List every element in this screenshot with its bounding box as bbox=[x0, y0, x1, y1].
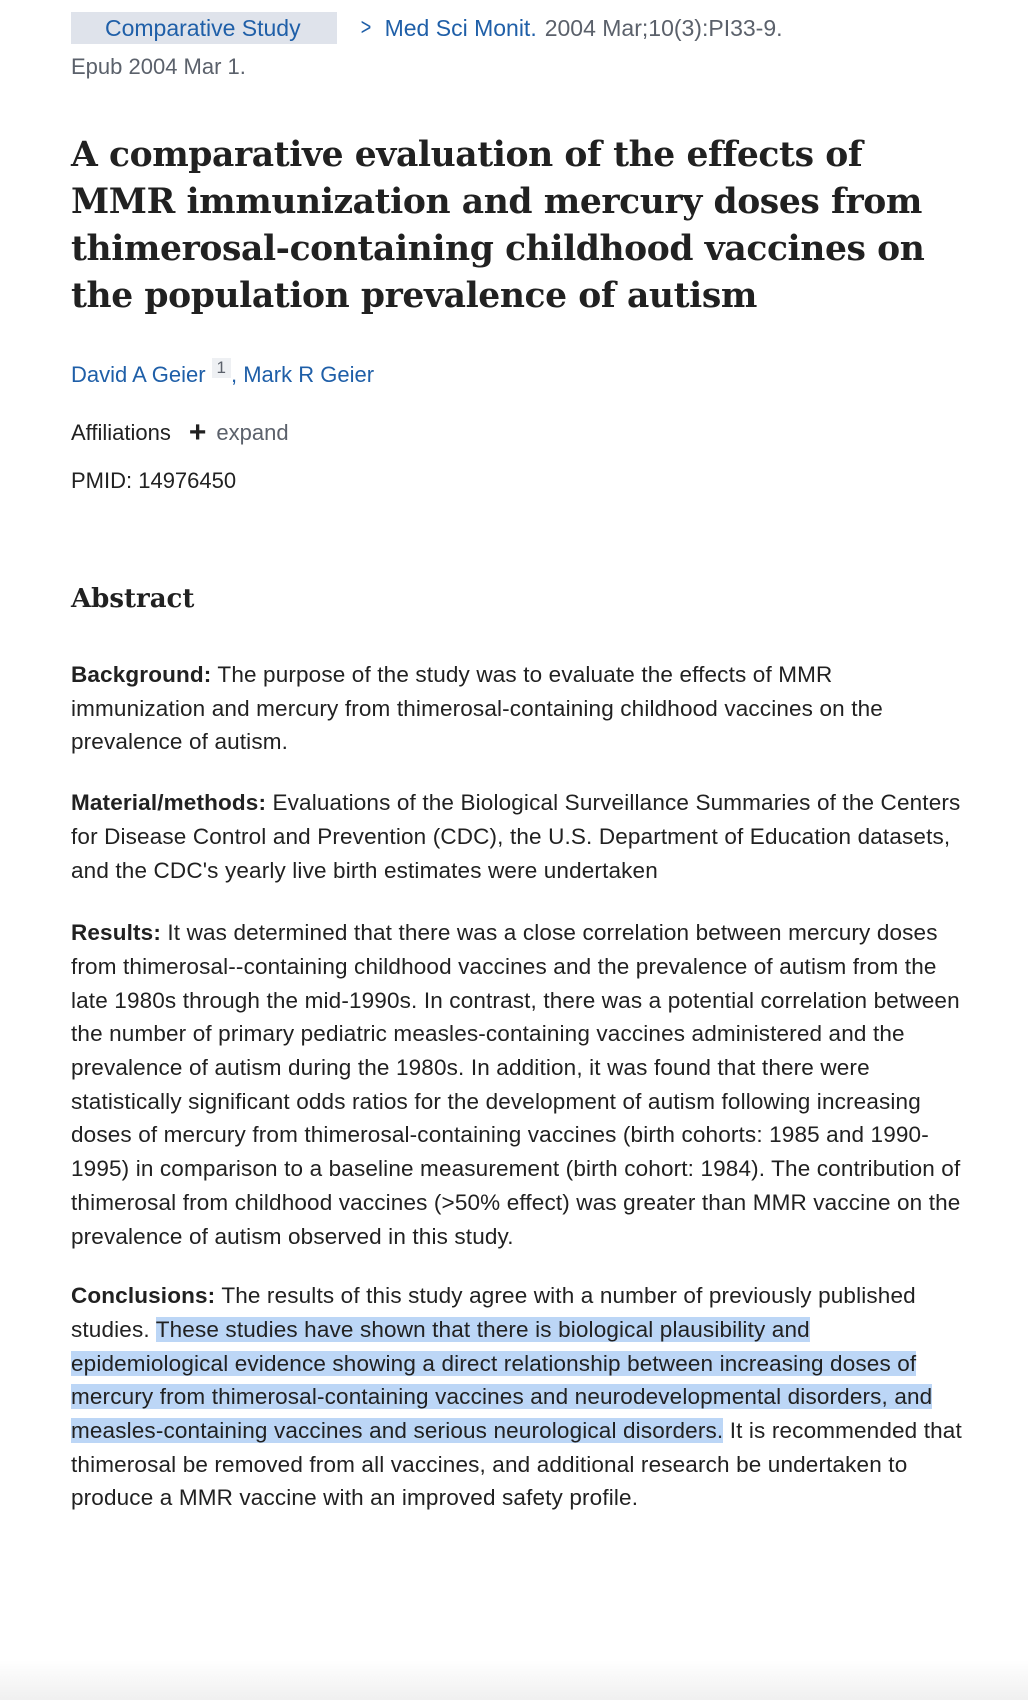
citation-date-pages: 2004 Mar;10(3):PI33-9. bbox=[544, 14, 783, 41]
methods-text: Evaluations of the Biological Surveillance Summaries of the Centers for Disease Control and Prevention (CDC), the U.S. Department of Education datasets, and the CDC's yearly live birth estimates were undertaken bbox=[71, 790, 961, 883]
conclusions-label: Conclusions: bbox=[71, 1283, 216, 1309]
author-link[interactable]: Mark R Geier bbox=[243, 362, 375, 387]
author-link[interactable]: David A Geier bbox=[71, 362, 206, 387]
methods-label: Material/methods: bbox=[71, 790, 267, 816]
publication-type-badge[interactable]: Comparative Study bbox=[71, 12, 337, 44]
chevron-right-icon[interactable]: > bbox=[360, 14, 371, 41]
author-list bbox=[71, 358, 971, 390]
abstract-background bbox=[71, 658, 971, 759]
abstract-methods bbox=[71, 786, 971, 887]
abstract-body bbox=[71, 658, 971, 1515]
conclusions-text-after: It is recommended that thimerosal be removed from all vaccines, and additional research be undertaken to produce a MMR vaccine with an improved safety profile. bbox=[71, 1418, 962, 1511]
journal-link[interactable]: Med Sci Monit. bbox=[384, 14, 537, 41]
affiliations-toggle[interactable] bbox=[71, 416, 971, 449]
results-label: Results: bbox=[71, 920, 161, 946]
bottom-edge-shadow bbox=[0, 1660, 1028, 1700]
results-text: It was determined that there was a close correlation between mercury doses from thimerosal--containing childhood vaccines and the prevalence of autism from the late 1980s through the mid-1990s. In contrast, there was a potential correlation between the number of primary pediatric measles-containing vaccines administered and the prevalence of autism during the 1980s. In addition, it was found that there were statistically significant odds ratios for the development of autism following increasing doses of mercury from thimerosal-containing vaccines (birth cohorts: 1985 and 1990-1995) in comparison to a baseline measurement (birth cohort: 1984). The contribution of thimerosal from childhood vaccines (>50% effect) was greater than MMR vaccine on the prevalence of autism observed in this study. bbox=[71, 920, 961, 1249]
background-label: Background: bbox=[71, 662, 212, 687]
highlighted-selection: These studies have shown that there is biological plausibility and epidemiological evidence showing a direct relationship between increasing doses of mercury from thimerosal-containing vaccines and neurodevelopmental disorders, and measles-containing vaccines and serious neurological disorders. bbox=[71, 1316, 933, 1444]
background-text: The purpose of the study was to evaluate the effects of MMR immunization and mercury from thimerosal-containing childhood vaccines on the prevalence of autism. bbox=[71, 662, 883, 755]
affiliations-label: Affiliations bbox=[71, 420, 171, 445]
abstract-conclusions bbox=[71, 1279, 971, 1515]
expand-label[interactable]: expand bbox=[216, 420, 289, 445]
plus-icon[interactable]: + bbox=[188, 416, 207, 449]
conclusions-text: The results of this study agree with a number of previously published studies. bbox=[71, 1283, 916, 1342]
abstract-results bbox=[71, 916, 971, 1253]
affiliation-ref-badge[interactable]: 1 bbox=[212, 358, 231, 378]
epub-date: Epub 2004 Mar 1. bbox=[71, 54, 246, 79]
article-page bbox=[71, 12, 971, 1515]
pmid: PMID: 14976450 bbox=[71, 468, 237, 493]
article-title: A comparative evaluation of the effects of MMR immunization and mercury doses from thimerosal-containing childhood vaccines on the population prevalence of autism bbox=[71, 135, 925, 316]
abstract-heading: Abstract bbox=[71, 584, 195, 614]
author-separator: , bbox=[230, 362, 238, 387]
citation-row bbox=[71, 12, 971, 44]
